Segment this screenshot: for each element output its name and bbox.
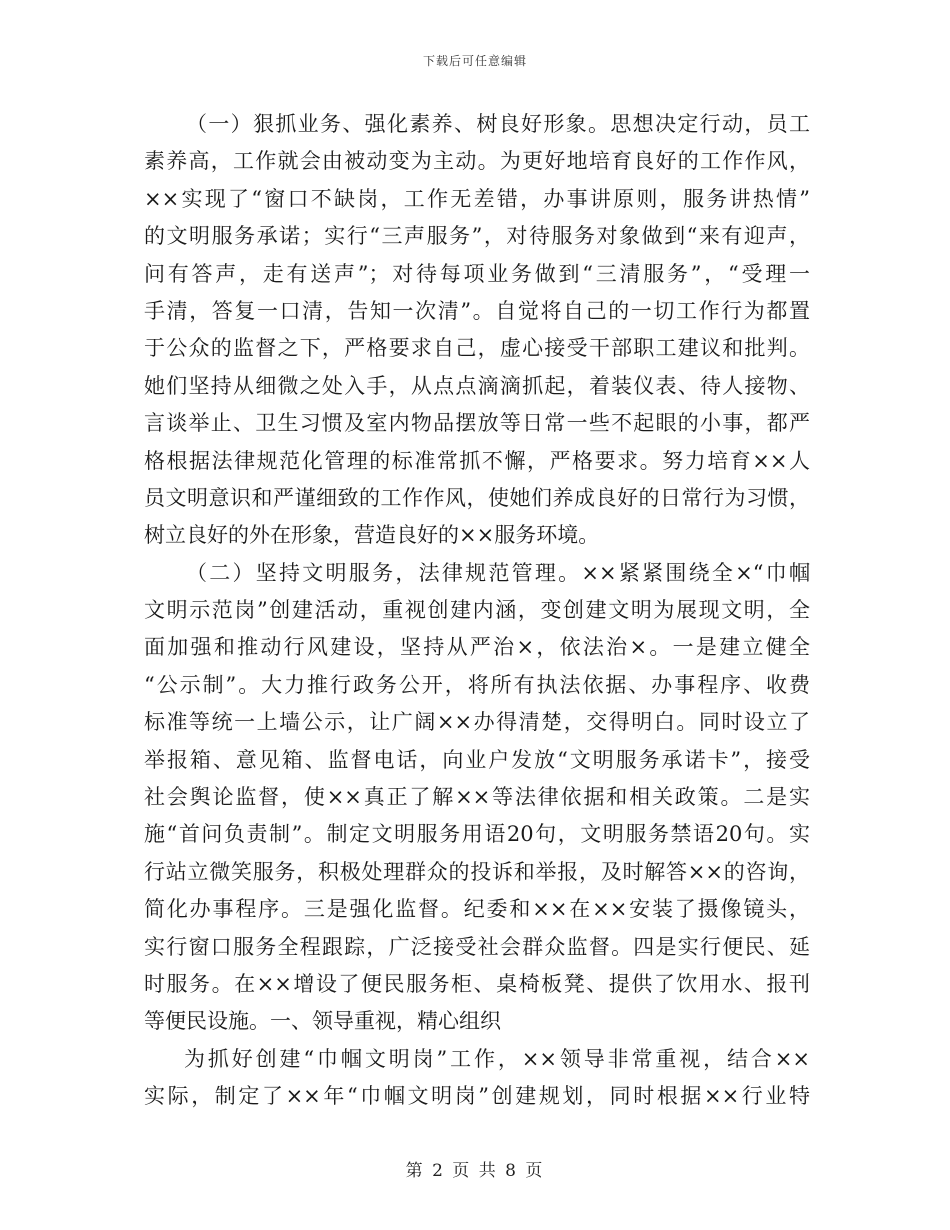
page-header: 下载后可任意编辑: [422, 54, 527, 68]
text-line: 素养高，工作就会由被动变为主动。为更好地培育良好的工作作风，: [144, 149, 810, 174]
text-line: 时服务。在××增设了便民服务柜、桌椅板凳、提供了饮用水、报刊: [144, 971, 810, 996]
text-line: 为抓好创建“巾帼文明岗”工作，××领导非常重视，结合××: [184, 1046, 810, 1071]
paragraph-2: [144, 555, 810, 1041]
text-line: 她们坚持从细微之处入手，从点点滴滴抓起，着装仪表、待人接物、: [144, 373, 810, 398]
text-line: 等便民设施。一、领导重视，精心组织: [144, 1009, 501, 1034]
text-line: 手清，答复一口清，告知一次清”。自觉将自己的一切工作行为都置: [144, 298, 810, 323]
text-line: 标准等统一上墙公示，让广阔××办得清楚，交得明白。同时设立了: [144, 710, 810, 735]
text-line: 于公众的监督之下，严格要求自己，虚心接受干部职工建议和批判。: [144, 336, 810, 361]
text-line: 实行窗口服务全程跟踪，广泛接受社会群众监督。四是实行便民、延: [144, 934, 810, 959]
paragraph-1: [144, 106, 810, 555]
text-line: （二）坚持文明服务，法律规范管理。××紧紧围绕全×“巾帼: [186, 560, 810, 585]
page-number-footer: 第 2 页 共 8 页: [405, 1161, 545, 1181]
text-line: （一）狠抓业务、强化素养、树良好形象。思想决定行动，员工: [186, 112, 810, 136]
text-line: 文明示范岗”创建活动，重视创建内涵，变创建文明为展现文明，全: [144, 598, 810, 623]
text-line: 面加强和推动行风建设，坚持从严治×，依法治×。一是建立健全: [144, 635, 810, 660]
text-line: 行站立微笑服务，积极处理群众的投诉和举报，及时解答××的咨询，: [144, 859, 810, 884]
text-line: 问有答声，走有送声”；对待每项业务做到“三清服务”，“受理一: [144, 261, 810, 286]
text-line: ××实现了“窗口不缺岗，工作无差错，办事讲原则，服务讲热情”: [144, 186, 810, 211]
text-line: 格根据法律规范化管理的标准常抓不懈，严格要求。努力培育××人: [144, 448, 810, 473]
text-line: 施“首问负责制”。制定文明服务用语20句，文明服务禁语20句。实: [144, 822, 810, 847]
text-line: “公示制”。大力推行政务公开，将所有执法依据、办事程序、收费: [144, 672, 810, 697]
document-body: [144, 106, 810, 1116]
text-line: 员文明意识和严谨细致的工作作风，使她们养成良好的日常行为习惯，: [144, 485, 810, 510]
text-line: 实际，制定了××年“巾帼文明岗”创建规划，同时根据××行业特: [144, 1084, 810, 1109]
text-line: 树立良好的外在形象，营造良好的××服务环境。: [144, 523, 600, 548]
text-line: 举报箱、意见箱、监督电话，向业户发放“文明服务承诺卡”，接受: [144, 747, 810, 772]
paragraph-3: [144, 1041, 810, 1116]
text-line: 的文明服务承诺；实行“三声服务”，对待服务对象做到“来有迎声，: [144, 224, 810, 249]
text-line: 社会舆论监督，使××真正了解××等法律依据和相关政策。二是实: [144, 785, 810, 810]
text-line: 言谈举止、卫生习惯及室内物品摆放等日常一些不起眼的小事，都严: [144, 411, 810, 436]
text-line: 简化办事程序。三是强化监督。纪委和××在××安装了摄像镜头，: [144, 897, 810, 922]
